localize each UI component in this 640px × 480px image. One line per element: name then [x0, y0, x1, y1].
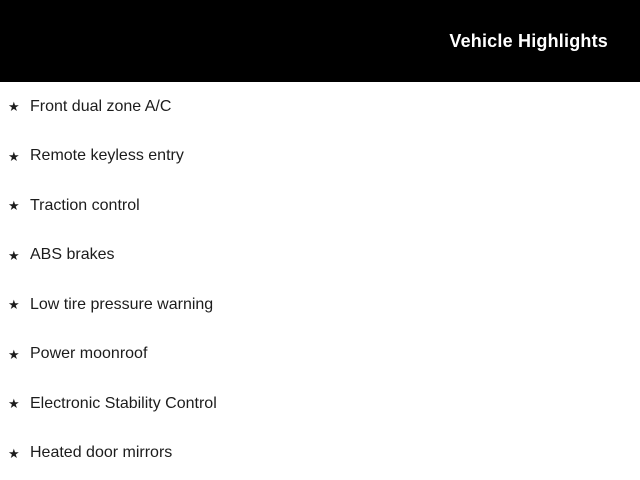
feature-label: Low tire pressure warning	[30, 295, 214, 313]
page-title: Vehicle Highlights	[449, 30, 608, 51]
list-item	[0, 82, 640, 132]
feature-label: ABS brakes	[30, 246, 115, 264]
header-bar	[0, 0, 640, 82]
star-icon: ★	[8, 247, 20, 263]
list-item	[0, 429, 640, 479]
list-item	[0, 330, 640, 380]
star-icon: ★	[8, 148, 20, 164]
feature-label: Remote keyless entry	[30, 147, 184, 165]
list-item	[0, 379, 640, 429]
feature-label: Traction control	[30, 196, 140, 214]
feature-label: Heated door mirrors	[30, 444, 173, 462]
feature-label: Electronic Stability Control	[30, 394, 217, 412]
list-item	[0, 181, 640, 231]
star-icon: ★	[8, 99, 20, 115]
star-icon: ★	[8, 396, 20, 412]
feature-label: Front dual zone A/C	[30, 97, 172, 115]
star-icon: ★	[8, 445, 20, 461]
feature-label: Power moonroof	[30, 345, 148, 363]
list-item	[0, 280, 640, 330]
list-item	[0, 132, 640, 182]
star-icon: ★	[8, 346, 20, 362]
star-icon: ★	[8, 297, 20, 313]
feature-list	[0, 82, 640, 480]
star-icon: ★	[8, 198, 20, 214]
list-item	[0, 231, 640, 281]
